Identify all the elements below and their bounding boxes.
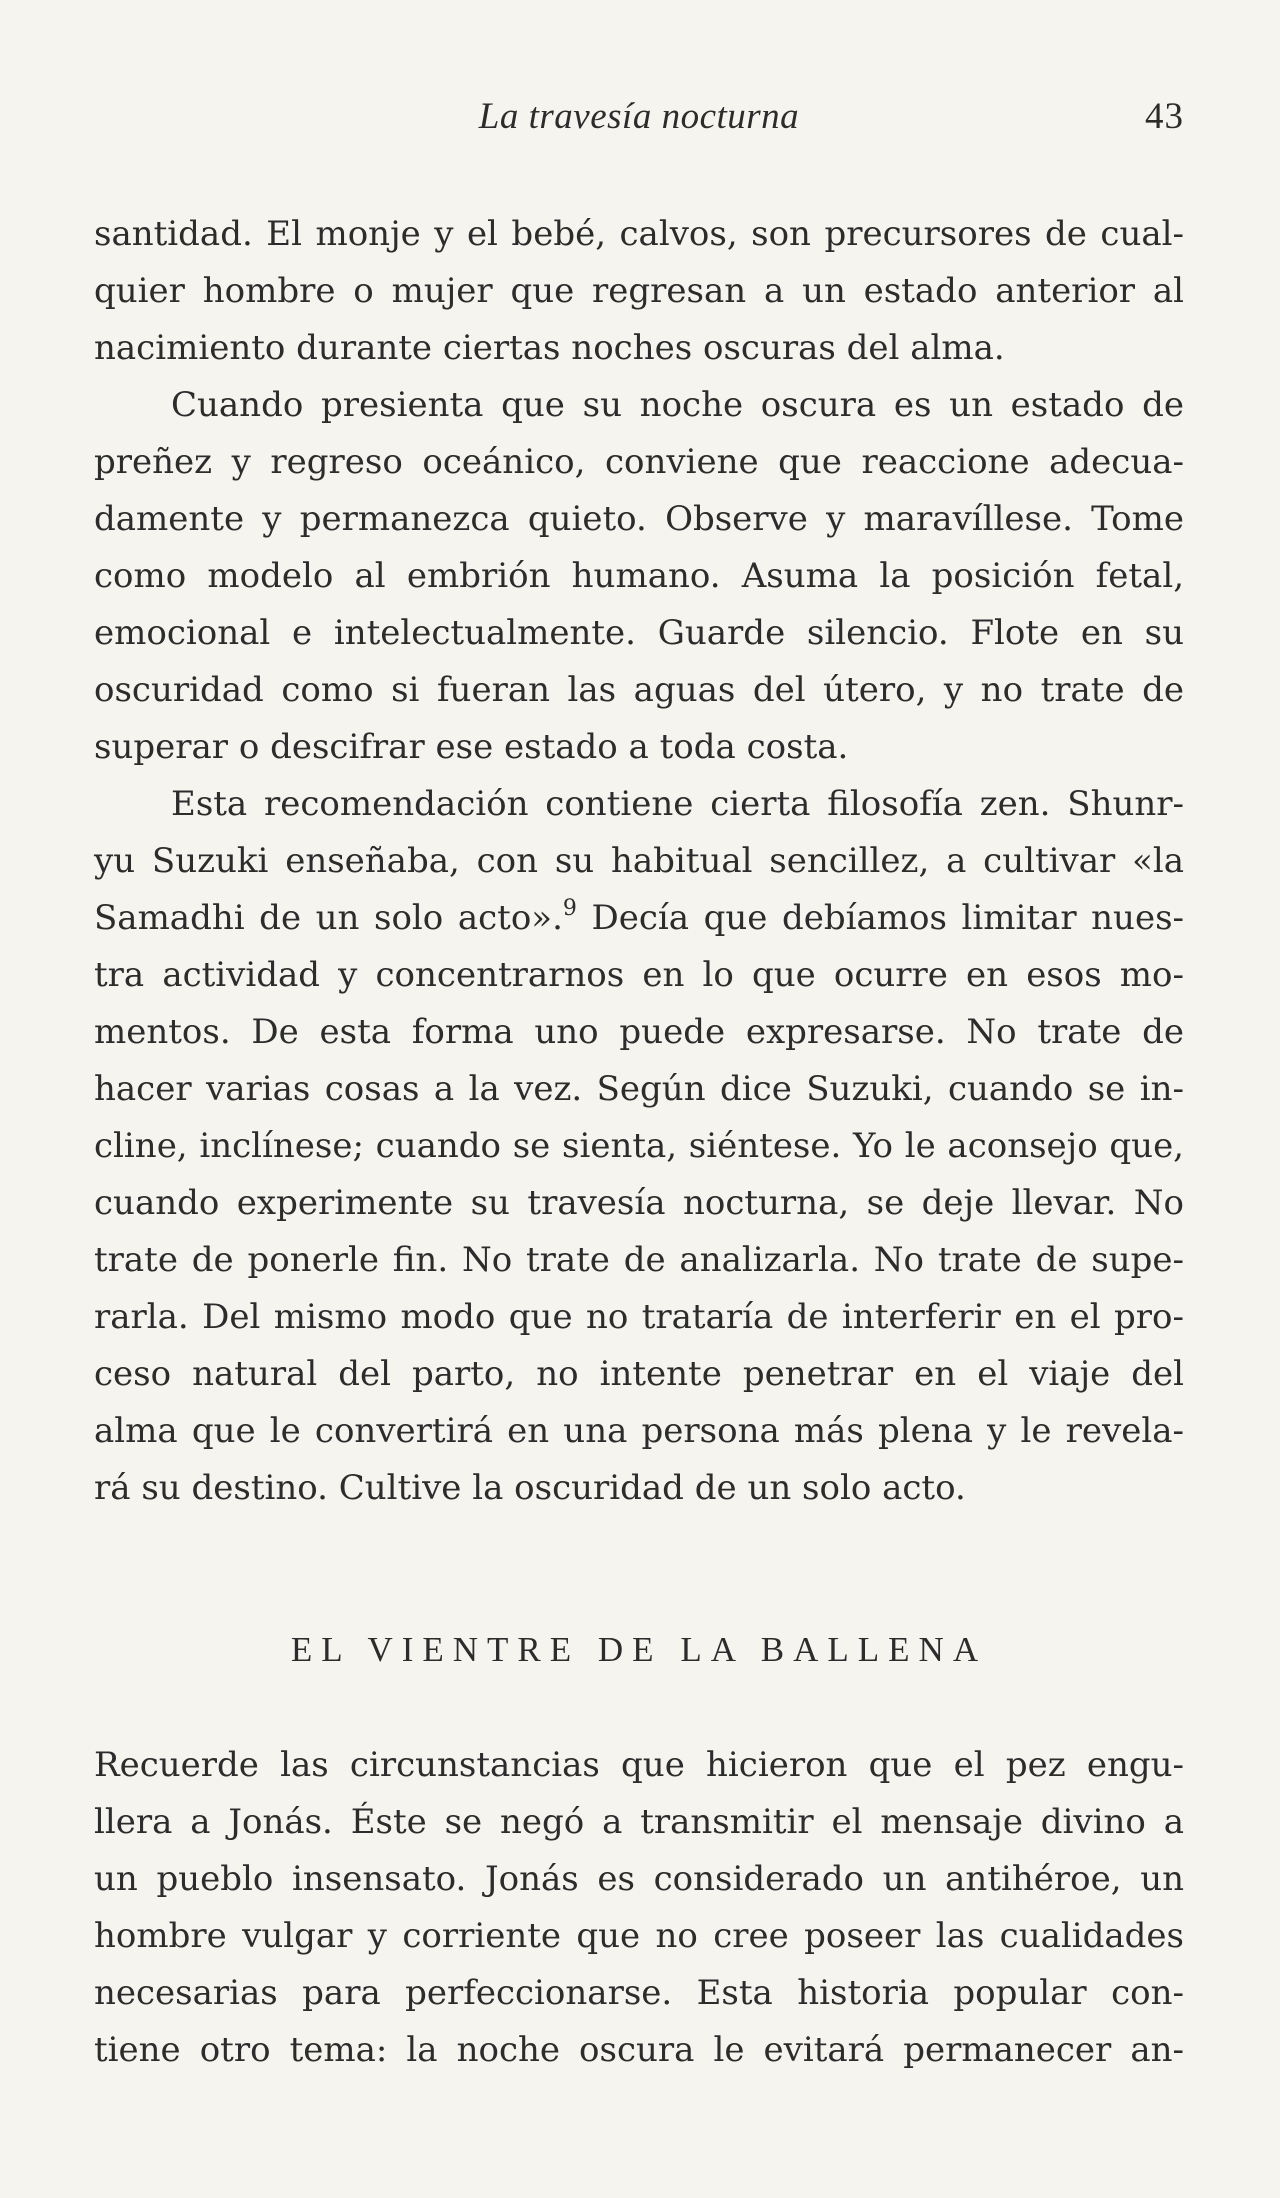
text-line-with-footnote: [94, 890, 1184, 947]
text-line: superar o descifrar ese estado a toda costa.: [94, 727, 849, 767]
body-text: [94, 206, 1184, 1517]
text-line: ceso natural del parto, no intente penetrar en el viaje del: [94, 1354, 1184, 1394]
text-line: damente y permanezca quieto. Observe y maravíllese. Tome: [94, 499, 1184, 539]
text-line: preñez y regreso oceánico, conviene que reaccione adecua-: [94, 442, 1184, 482]
running-title: La travesía nocturna: [478, 96, 800, 137]
section-body-text: [94, 1737, 1184, 2079]
text-line: nacimiento durante ciertas noches oscuras del alma.: [94, 328, 1005, 368]
section-heading: EL VIENTRE DE LA BALLENA: [290, 1630, 988, 1669]
paragraph-first-line: Cuando presienta que su noche oscura es un estado de: [171, 385, 1184, 425]
text-line: quier hombre o mujer que regresan a un estado anterior al: [94, 271, 1184, 311]
text-line: rá su destino. Cultive la oscuridad de un solo acto.: [94, 1468, 966, 1508]
footnote-reference[interactable]: 9: [562, 896, 577, 921]
page-number: 43: [1145, 96, 1184, 137]
text-line: trate de ponerle fin. No trate de analizarla. No trate de supe-: [94, 1240, 1184, 1280]
text-line: rarla. Del mismo modo que no trataría de interferir en el pro-: [94, 1297, 1184, 1337]
text-line: como modelo al embrión humano. Asuma la posición fetal,: [94, 556, 1184, 596]
text-line: Recuerde las circunstancias que hicieron que el pez engu-: [94, 1745, 1184, 1785]
text-line: yu Suzuki enseñaba, con su habitual sencillez, a cultivar «la: [94, 841, 1184, 881]
text-line: alma que le convertirá en una persona más plena y le revela-: [94, 1411, 1184, 1451]
text-line: un pueblo insensato. Jonás es considerado un antihéroe, un: [94, 1859, 1184, 1899]
text-line: emocional e intelectualmente. Guarde silencio. Flote en su: [94, 613, 1184, 653]
text-line: hombre vulgar y corriente que no cree poseer las cualidades: [94, 1916, 1184, 1956]
paragraph-first-line: Esta recomendación contiene cierta filosofía zen. Shunr-: [171, 784, 1184, 824]
text-line: cline, inclínese; cuando se sienta, siéntese. Yo le aconsejo que,: [94, 1126, 1184, 1166]
text-line: hacer varias cosas a la vez. Según dice Suzuki, cuando se in-: [94, 1069, 1184, 1109]
text-line: mentos. De esta forma uno puede expresarse. No trate de: [94, 1012, 1184, 1052]
running-header: [94, 92, 1184, 142]
text-line: tra actividad y concentrarnos en lo que ocurre en esos mo-: [94, 955, 1184, 995]
text-line: necesarias para perfeccionarse. Esta historia popular con-: [94, 1973, 1184, 2013]
text-line: santidad. El monje y el bebé, calvos, son precursores de cual-: [94, 214, 1184, 254]
text-fragment: Samadhi de un solo acto».: [94, 898, 563, 938]
text-line: tiene otro tema: la noche oscura le evitará permanecer an-: [94, 2030, 1184, 2070]
text-line: oscuridad como si fueran las aguas del útero, y no trate de: [94, 670, 1184, 710]
text-fragment: Decía que debíamos limitar nues-: [576, 898, 1185, 938]
text-line: llera a Jonás. Éste se negó a transmitir el mensaje divino a: [94, 1802, 1184, 1842]
text-line: cuando experimente su travesía nocturna, se deje llevar. No: [94, 1183, 1184, 1223]
